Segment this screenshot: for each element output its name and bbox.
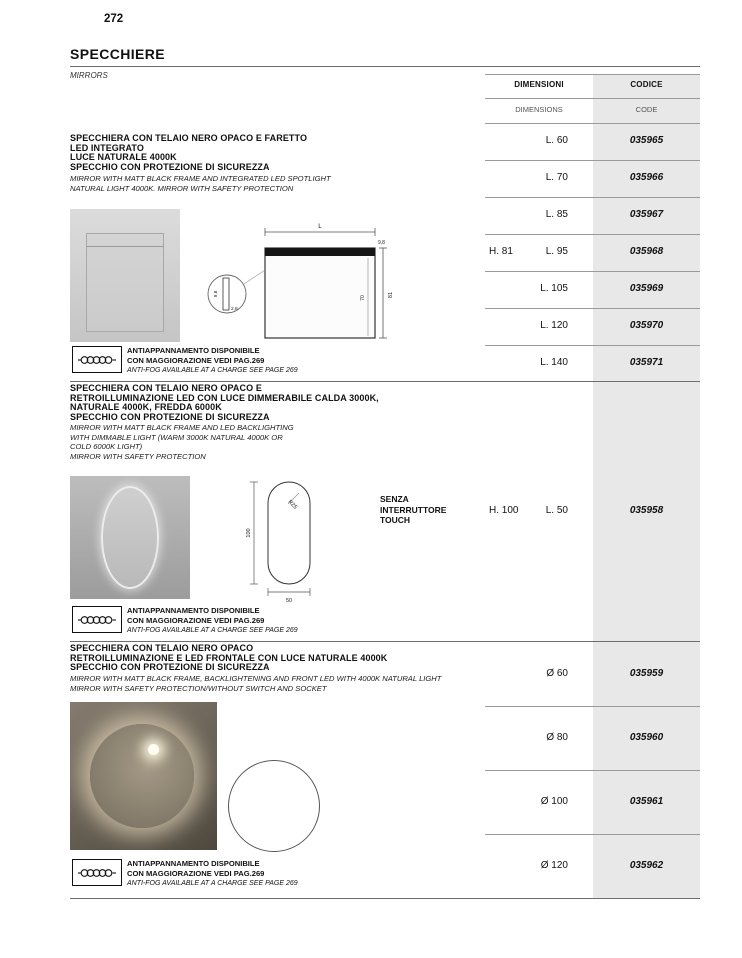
rule [485,74,700,75]
desc-line: MIRROR WITH MATT BLACK FRAME, BACKLIGHTENING AND FRONT LED WITH 4000K NATURAL LIGHT [70,674,442,683]
product-code: 035969 [629,283,664,294]
antifog-heater-icon [76,351,118,369]
note-line: SENZA [380,494,409,504]
column-header-dimensioni: DIMENSIONI [514,80,564,89]
technical-drawing-rect-mirror [205,218,397,348]
product-code: 035970 [629,320,664,331]
title-line: SPECCHIO CON PROTEZIONE DI SICUREZZA [70,412,270,423]
section-desc-3 [70,674,441,693]
title-line: SPECCHIO CON PROTEZIONE DI SICUREZZA [70,162,270,173]
antifog-line: ANTI-FOG AVAILABLE AT A CHARGE SEE PAGE 269 [127,880,298,887]
title-line: LUCE NATURALE 4000K [70,152,177,163]
product-code: 035962 [629,860,664,871]
note-line: INTERRUTTORE [380,504,447,515]
desc-line: WITH DIMMABLE LIGHT (WARM 3000K NATURAL 4000K OR [70,432,283,442]
section-divider [70,641,700,642]
antifog-line: CON MAGGIORAZIONE VEDI PAG.269 [127,869,265,878]
desc-line: MIRROR WITH SAFETY PROTECTION [70,451,206,461]
antifog-note [127,346,298,376]
section-title-3 [70,644,387,673]
title-line: SPECCHIERA CON TELAIO NERO OPACO E [70,383,262,393]
antifog-note [127,859,298,889]
product-code: 035958 [629,505,664,516]
technical-drawing-oval-mirror [238,476,338,604]
antifog-line: ANTI-FOG AVAILABLE AT A CHARGE SEE PAGE 269 [127,367,298,374]
drawing-label-top-depth: 9,8 [378,240,385,246]
light-bulb-glow [148,744,159,755]
column-header-codice: CODICE [630,80,663,89]
product-image-oval-mirror [70,476,190,599]
oval-mirror-shape [101,486,159,589]
rule [485,345,700,346]
mirror-frame [86,233,164,332]
height-label: H. 81 [489,246,513,257]
technical-drawing-circle-mirror [228,760,320,852]
dimension-value: Ø 120 [540,860,568,871]
antifog-note [127,606,298,636]
title-line: SPECCHIO CON PROTEZIONE DI SICUREZZA [70,662,270,673]
dimension-value: L. 85 [545,209,568,220]
page-number: 272 [104,13,124,25]
section-title-1 [70,134,307,173]
drawing-label-width: 50 [285,598,293,604]
antifog-line: ANTIAPPANNAMENTO DISPONIBILE [127,346,260,355]
product-code: 035965 [629,135,664,146]
desc-line: NATURAL LIGHT 4000K. MIRROR WITH SAFETY PROTECTION [70,183,294,193]
antifog-icon-box [72,859,122,886]
desc-line: COLD 6000K LIGHT) [70,442,143,452]
product-code: 035967 [629,209,664,220]
dimension-value: L. 105 [540,283,568,294]
product-code: 035961 [629,796,664,807]
page-subtitle: MIRRORS [70,71,108,80]
antifog-heater-icon [76,611,118,629]
page-title: SPECCHIERE [70,46,166,62]
title-line: RETROILLUMINAZIONE LED CON LUCE DIMMERABILE CALDA 3000K, [70,392,379,403]
desc-line: MIRROR WITH SAFETY PROTECTION/WITHOUT SWITCH AND SOCKET [70,683,327,693]
antifog-line: ANTI-FOG AVAILABLE AT A CHARGE SEE PAGE 269 [127,627,298,634]
section-title-2 [70,384,379,423]
column-subheader-code: CODE [635,105,658,114]
rule [485,308,700,309]
antifog-line: CON MAGGIORAZIONE VEDI PAG.269 [127,356,265,365]
dimension-value: L. 95 [545,246,568,257]
height-label: H. 100 [489,505,519,516]
round-mirror-shape [90,724,194,828]
title-underline [70,66,700,67]
dimension-value: L. 140 [540,357,568,368]
product-code: 035959 [629,668,664,679]
antifog-icon-box [72,346,122,373]
mirror-led-line [86,246,164,247]
note-senza-interruttore [380,494,446,526]
section-divider [70,381,700,382]
dimension-value: Ø 60 [546,668,568,679]
product-code: 035971 [629,357,664,368]
rule [485,160,700,161]
desc-line: MIRROR WITH MATT BLACK FRAME AND LED BACKLIGHTING [70,423,294,432]
product-code: 035960 [629,732,664,743]
rule [485,98,700,99]
table-bottom-rule [70,898,700,899]
rule [485,706,700,707]
drawing-label-inner-height: 70 [360,295,366,301]
drawing-label-radius: R25 [286,499,298,511]
dimension-value: L. 70 [545,172,568,183]
antifog-icon-box [72,606,122,633]
note-line: TOUCH [380,515,411,525]
title-line: SPECCHIERA CON TELAIO NERO OPACO E FARETTO [70,133,308,143]
desc-line: MIRROR WITH MATT BLACK FRAME AND INTEGRATED LED SPOTLIGHT [70,174,331,183]
antifog-line: ANTIAPPANNAMENTO DISPONIBILE [127,606,260,615]
section-desc-1 [70,174,331,193]
title-line: LED INTEGRATO [70,142,144,153]
dimension-value: Ø 100 [540,796,568,807]
rule [485,123,700,124]
dimension-value: Ø 80 [546,732,568,743]
antifog-line: CON MAGGIORAZIONE VEDI PAG.269 [127,616,265,625]
product-code: 035968 [629,246,664,257]
title-line: RETROILLUMINAZIONE E LED FRONTALE CON LUCE NATURALE 4000K [70,652,388,663]
drawing-label-width: L [318,223,322,230]
product-photo-round-mirror [70,702,217,850]
dimension-value: L. 50 [545,505,568,516]
product-image-spotlight-mirror [70,209,180,342]
rule [485,197,700,198]
title-line: NATURALE 4000K, FREDDA 6000K [70,402,222,413]
dimension-value: L. 60 [545,135,568,146]
drawing-label-height: 100 [246,528,252,538]
drawing-label-detail-gap: 2,8 [231,307,238,312]
drawing-label-detail-depth: 9,8 [214,290,219,298]
rule [485,770,700,771]
section-desc-2 [70,423,294,461]
antifog-heater-icon [76,864,118,882]
column-subheader-dimensions: DIMENSIONS [515,105,563,114]
rule [485,834,700,835]
rule [485,234,700,235]
dimension-value: L. 120 [540,320,568,331]
drawing-label-total-height: 81 [388,291,394,299]
product-code: 035966 [629,172,664,183]
rule [485,271,700,272]
title-line: SPECCHIERA CON TELAIO NERO OPACO [70,643,254,653]
antifog-line: ANTIAPPANNAMENTO DISPONIBILE [127,859,260,868]
